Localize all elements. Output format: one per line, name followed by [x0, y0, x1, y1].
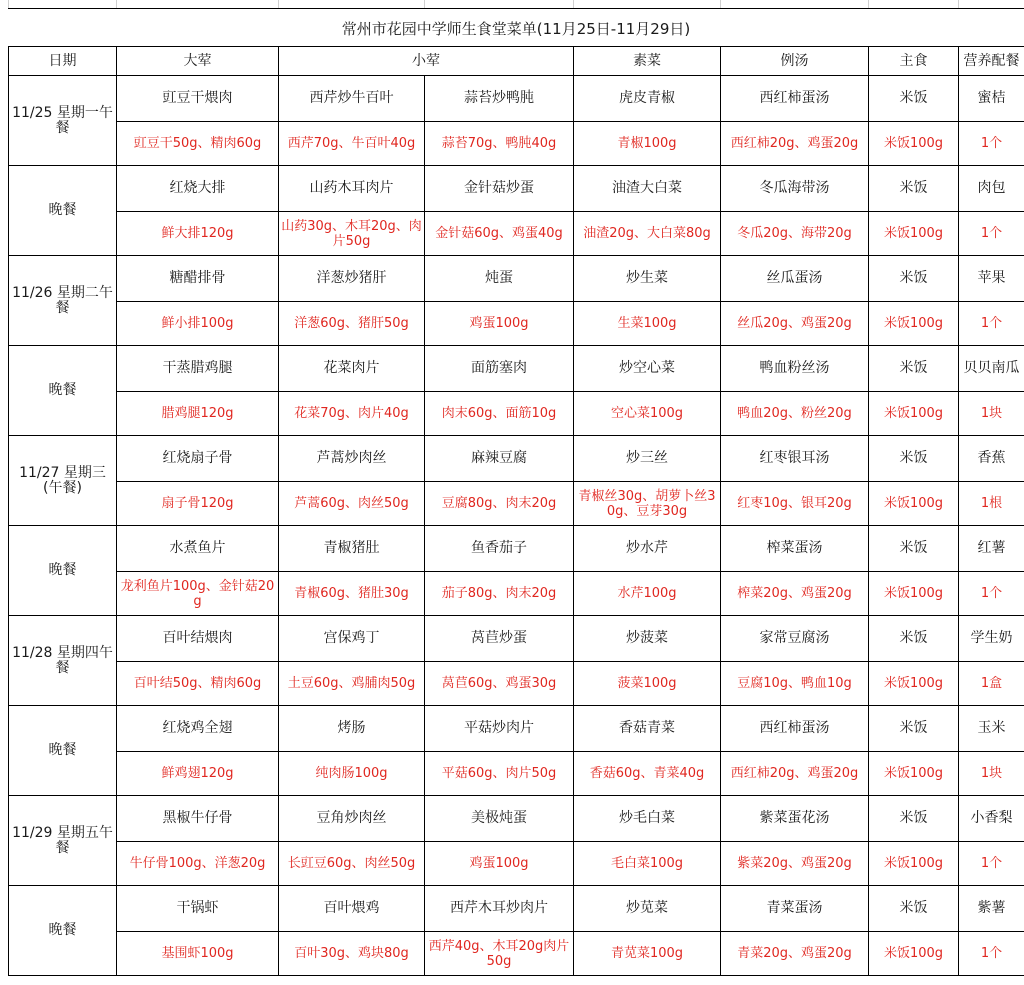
quantity-cell-big-meat: 基围虾100g: [117, 932, 279, 976]
quantity-cell-vegetable: 香菇60g、青菜40g: [574, 752, 721, 796]
quantity-cell-soup: 西红柿20g、鸡蛋20g: [721, 122, 869, 166]
dish-cell-small-meat-1: 洋葱炒猪肝: [279, 256, 425, 302]
meal-dish-row: [9, 436, 1024, 482]
quantity-cell-staple: 米饭100g: [869, 752, 959, 796]
meal-dish-row: [9, 346, 1024, 392]
grid-line: [958, 0, 959, 8]
quantity-cell-small-meat-2: 豆腐80g、肉末20g: [425, 482, 574, 526]
dish-cell-small-meat-1: 山药木耳肉片: [279, 166, 425, 212]
quantity-cell-big-meat: 鲜大排120g: [117, 212, 279, 256]
dish-cell-nutrition: 香蕉: [959, 436, 1024, 482]
header-date: 日期: [9, 47, 117, 76]
quantity-cell-vegetable: 青椒丝30g、胡萝卜丝30g、豆芽30g: [574, 482, 721, 526]
quantity-cell-soup: 青菜20g、鸡蛋20g: [721, 932, 869, 976]
meal-dish-row: [9, 526, 1024, 572]
dish-cell-small-meat-2: 美极炖蛋: [425, 796, 574, 842]
quantity-cell-small-meat-2: 鸡蛋100g: [425, 302, 574, 346]
meal-dish-row: [9, 256, 1024, 302]
dish-cell-small-meat-2: 金针菇炒蛋: [425, 166, 574, 212]
dish-cell-small-meat-1: 西芹炒牛百叶: [279, 76, 425, 122]
quantity-cell-vegetable: 水芹100g: [574, 572, 721, 616]
quantity-cell-small-meat-1: 青椒60g、猪肚30g: [279, 572, 425, 616]
grid-line: [573, 0, 574, 8]
dish-cell-soup: 家常豆腐汤: [721, 616, 869, 662]
dish-cell-nutrition: 玉米: [959, 706, 1024, 752]
quantity-cell-vegetable: 生菜100g: [574, 302, 721, 346]
quantity-cell-soup: 豆腐10g、鸭血10g: [721, 662, 869, 706]
dish-cell-staple: 米饭: [869, 616, 959, 662]
dish-cell-small-meat-2: 鱼香茄子: [425, 526, 574, 572]
grid-line: [278, 0, 279, 8]
dish-cell-vegetable: 炒菠菜: [574, 616, 721, 662]
meal-quantity-row: [9, 212, 1024, 256]
header-nutrition: 营养配餐: [959, 47, 1024, 76]
header-small-meat: 小荤: [279, 47, 574, 76]
dish-cell-vegetable: 炒生菜: [574, 256, 721, 302]
quantity-cell-soup: 冬瓜20g、海带20g: [721, 212, 869, 256]
quantity-cell-staple: 米饭100g: [869, 662, 959, 706]
dish-cell-big-meat: 豇豆干煨肉: [117, 76, 279, 122]
dish-cell-small-meat-1: 豆角炒肉丝: [279, 796, 425, 842]
quantity-cell-big-meat: 百叶结50g、精肉60g: [117, 662, 279, 706]
quantity-cell-nutrition: 1根: [959, 482, 1024, 526]
dish-cell-staple: 米饭: [869, 436, 959, 482]
dish-cell-big-meat: 红烧扇子骨: [117, 436, 279, 482]
meal-quantity-row: [9, 752, 1024, 796]
meal-date-cell: 晚餐: [9, 706, 117, 796]
quantity-cell-small-meat-2: 茄子80g、肉末20g: [425, 572, 574, 616]
quantity-cell-small-meat-1: 纯肉肠100g: [279, 752, 425, 796]
quantity-cell-nutrition: 1块: [959, 392, 1024, 436]
meal-quantity-row: [9, 392, 1024, 436]
dish-cell-staple: 米饭: [869, 526, 959, 572]
grid-line: [720, 0, 721, 8]
meal-quantity-row: [9, 122, 1024, 166]
dish-cell-soup: 鸭血粉丝汤: [721, 346, 869, 392]
quantity-cell-staple: 米饭100g: [869, 122, 959, 166]
meal-dish-row: [9, 166, 1024, 212]
dish-cell-soup: 西红柿蛋汤: [721, 76, 869, 122]
quantity-cell-staple: 米饭100g: [869, 302, 959, 346]
header-staple: 主食: [869, 47, 959, 76]
dish-cell-small-meat-1: 青椒猪肚: [279, 526, 425, 572]
quantity-cell-nutrition: 1个: [959, 842, 1024, 886]
dish-cell-staple: 米饭: [869, 796, 959, 842]
quantity-cell-staple: 米饭100g: [869, 482, 959, 526]
quantity-cell-vegetable: 菠菜100g: [574, 662, 721, 706]
quantity-cell-staple: 米饭100g: [869, 932, 959, 976]
meal-quantity-row: [9, 842, 1024, 886]
meal-quantity-row: [9, 572, 1024, 616]
quantity-cell-staple: 米饭100g: [869, 212, 959, 256]
quantity-cell-big-meat: 腊鸡腿120g: [117, 392, 279, 436]
dish-cell-soup: 丝瓜蛋汤: [721, 256, 869, 302]
meal-date-cell: 11/27 星期三(午餐): [9, 436, 117, 526]
grid-line: [8, 0, 9, 8]
dish-cell-big-meat: 水煮鱼片: [117, 526, 279, 572]
quantity-cell-soup: 鸭血20g、粉丝20g: [721, 392, 869, 436]
meal-dish-row: [9, 796, 1024, 842]
dish-cell-small-meat-2: 炖蛋: [425, 256, 574, 302]
menu-title: 常州市花园中学师生食堂菜单(11月25日-11月29日): [8, 8, 1024, 47]
header-row: [9, 47, 1024, 76]
dish-cell-vegetable: 香菇青菜: [574, 706, 721, 752]
dish-cell-small-meat-1: 芦蒿炒肉丝: [279, 436, 425, 482]
dish-cell-soup: 红枣银耳汤: [721, 436, 869, 482]
quantity-cell-vegetable: 青苋菜100g: [574, 932, 721, 976]
quantity-cell-small-meat-1: 芦蒿60g、肉丝50g: [279, 482, 425, 526]
quantity-cell-big-meat: 扇子骨120g: [117, 482, 279, 526]
meal-date-cell: 11/26 星期二午餐: [9, 256, 117, 346]
quantity-cell-small-meat-1: 西芹70g、牛百叶40g: [279, 122, 425, 166]
dish-cell-nutrition: 贝贝南瓜: [959, 346, 1024, 392]
dish-cell-big-meat: 黑椒牛仔骨: [117, 796, 279, 842]
quantity-cell-small-meat-2: 莴苣60g、鸡蛋30g: [425, 662, 574, 706]
quantity-cell-small-meat-1: 山药30g、木耳20g、肉片50g: [279, 212, 425, 256]
dish-cell-staple: 米饭: [869, 346, 959, 392]
quantity-cell-nutrition: 1盒: [959, 662, 1024, 706]
dish-cell-small-meat-2: 蒜苔炒鸭肫: [425, 76, 574, 122]
meal-date-cell: 11/29 星期五午餐: [9, 796, 117, 886]
meal-quantity-row: [9, 482, 1024, 526]
quantity-cell-nutrition: 1个: [959, 932, 1024, 976]
dish-cell-soup: 冬瓜海带汤: [721, 166, 869, 212]
dish-cell-vegetable: 炒水芹: [574, 526, 721, 572]
quantity-cell-big-meat: 豇豆干50g、精肉60g: [117, 122, 279, 166]
dish-cell-vegetable: 油渣大白菜: [574, 166, 721, 212]
quantity-cell-vegetable: 毛白菜100g: [574, 842, 721, 886]
quantity-cell-small-meat-2: 鸡蛋100g: [425, 842, 574, 886]
quantity-cell-staple: 米饭100g: [869, 842, 959, 886]
quantity-cell-nutrition: 1个: [959, 212, 1024, 256]
quantity-cell-small-meat-1: 百叶30g、鸡块80g: [279, 932, 425, 976]
quantity-cell-small-meat-2: 平菇60g、肉片50g: [425, 752, 574, 796]
quantity-cell-nutrition: 1个: [959, 572, 1024, 616]
quantity-cell-soup: 红枣10g、银耳20g: [721, 482, 869, 526]
quantity-cell-small-meat-2: 肉末60g、面筋10g: [425, 392, 574, 436]
grid-line: [424, 0, 425, 8]
quantity-cell-small-meat-2: 蒜苔70g、鸭肫40g: [425, 122, 574, 166]
dish-cell-small-meat-1: 百叶煨鸡: [279, 886, 425, 932]
dish-cell-staple: 米饭: [869, 256, 959, 302]
dish-cell-small-meat-2: 莴苣炒蛋: [425, 616, 574, 662]
grid-line: [868, 0, 869, 8]
dish-cell-nutrition: 苹果: [959, 256, 1024, 302]
quantity-cell-nutrition: 1个: [959, 122, 1024, 166]
meal-quantity-row: [9, 662, 1024, 706]
dish-cell-big-meat: 干蒸腊鸡腿: [117, 346, 279, 392]
meal-date-cell: 晚餐: [9, 526, 117, 616]
quantity-cell-vegetable: 青椒100g: [574, 122, 721, 166]
dish-cell-soup: 紫菜蛋花汤: [721, 796, 869, 842]
dish-cell-soup: 青菜蛋汤: [721, 886, 869, 932]
header-soup: 例汤: [721, 47, 869, 76]
dish-cell-small-meat-2: 平菇炒肉片: [425, 706, 574, 752]
dish-cell-big-meat: 百叶结煨肉: [117, 616, 279, 662]
meal-date-cell: 11/25 星期一午餐: [9, 76, 117, 166]
meal-quantity-row: [9, 302, 1024, 346]
quantity-cell-staple: 米饭100g: [869, 572, 959, 616]
meal-dish-row: [9, 706, 1024, 752]
dish-cell-big-meat: 红烧鸡全翅: [117, 706, 279, 752]
quantity-cell-nutrition: 1块: [959, 752, 1024, 796]
quantity-cell-small-meat-2: 金针菇60g、鸡蛋40g: [425, 212, 574, 256]
dish-cell-small-meat-1: 宫保鸡丁: [279, 616, 425, 662]
meal-date-cell: 11/28 星期四午餐: [9, 616, 117, 706]
quantity-cell-soup: 西红柿20g、鸡蛋20g: [721, 752, 869, 796]
quantity-cell-small-meat-1: 花菜70g、肉片40g: [279, 392, 425, 436]
meal-quantity-row: [9, 932, 1024, 976]
dish-cell-big-meat: 糖醋排骨: [117, 256, 279, 302]
dish-cell-small-meat-2: 麻辣豆腐: [425, 436, 574, 482]
meal-dish-row: [9, 76, 1024, 122]
quantity-cell-big-meat: 鲜鸡翅120g: [117, 752, 279, 796]
quantity-cell-small-meat-1: 洋葱60g、猪肝50g: [279, 302, 425, 346]
quantity-cell-big-meat: 鲜小排100g: [117, 302, 279, 346]
meal-date-cell: 晚餐: [9, 346, 117, 436]
dish-cell-nutrition: 肉包: [959, 166, 1024, 212]
meal-date-cell: 晚餐: [9, 886, 117, 976]
meal-dish-row: [9, 616, 1024, 662]
dish-cell-nutrition: 小香梨: [959, 796, 1024, 842]
dish-cell-big-meat: 红烧大排: [117, 166, 279, 212]
dish-cell-staple: 米饭: [869, 76, 959, 122]
quantity-cell-small-meat-1: 土豆60g、鸡脯肉50g: [279, 662, 425, 706]
quantity-cell-soup: 榨菜20g、鸡蛋20g: [721, 572, 869, 616]
dish-cell-big-meat: 干锅虾: [117, 886, 279, 932]
dish-cell-vegetable: 虎皮青椒: [574, 76, 721, 122]
dish-cell-small-meat-1: 花菜肉片: [279, 346, 425, 392]
quantity-cell-big-meat: 龙利鱼片100g、金针菇20g: [117, 572, 279, 616]
grid-line: [116, 0, 117, 8]
quantity-cell-big-meat: 牛仔骨100g、洋葱20g: [117, 842, 279, 886]
header-big-meat: 大荤: [117, 47, 279, 76]
quantity-cell-vegetable: 空心菜100g: [574, 392, 721, 436]
dish-cell-vegetable: 炒三丝: [574, 436, 721, 482]
dish-cell-vegetable: 炒毛白菜: [574, 796, 721, 842]
dish-cell-small-meat-1: 烤肠: [279, 706, 425, 752]
quantity-cell-nutrition: 1个: [959, 302, 1024, 346]
meal-date-cell: 晚餐: [9, 166, 117, 256]
meal-dish-row: [9, 886, 1024, 932]
dish-cell-staple: 米饭: [869, 886, 959, 932]
dish-cell-nutrition: 紫薯: [959, 886, 1024, 932]
dish-cell-small-meat-2: 西芹木耳炒肉片: [425, 886, 574, 932]
dish-cell-nutrition: 红薯: [959, 526, 1024, 572]
dish-cell-staple: 米饭: [869, 166, 959, 212]
header-vegetable: 素菜: [574, 47, 721, 76]
quantity-cell-small-meat-1: 长豇豆60g、肉丝50g: [279, 842, 425, 886]
dish-cell-nutrition: 学生奶: [959, 616, 1024, 662]
dish-cell-staple: 米饭: [869, 706, 959, 752]
quantity-cell-soup: 紫菜20g、鸡蛋20g: [721, 842, 869, 886]
quantity-cell-staple: 米饭100g: [869, 392, 959, 436]
quantity-cell-vegetable: 油渣20g、大白菜80g: [574, 212, 721, 256]
quantity-cell-soup: 丝瓜20g、鸡蛋20g: [721, 302, 869, 346]
dish-cell-small-meat-2: 面筋塞肉: [425, 346, 574, 392]
dish-cell-soup: 西红柿蛋汤: [721, 706, 869, 752]
dish-cell-vegetable: 炒空心菜: [574, 346, 721, 392]
dish-cell-nutrition: 蜜桔: [959, 76, 1024, 122]
dish-cell-vegetable: 炒苋菜: [574, 886, 721, 932]
menu-table: [8, 46, 1024, 976]
quantity-cell-small-meat-2: 西芹40g、木耳20g肉片50g: [425, 932, 574, 976]
dish-cell-soup: 榨菜蛋汤: [721, 526, 869, 572]
